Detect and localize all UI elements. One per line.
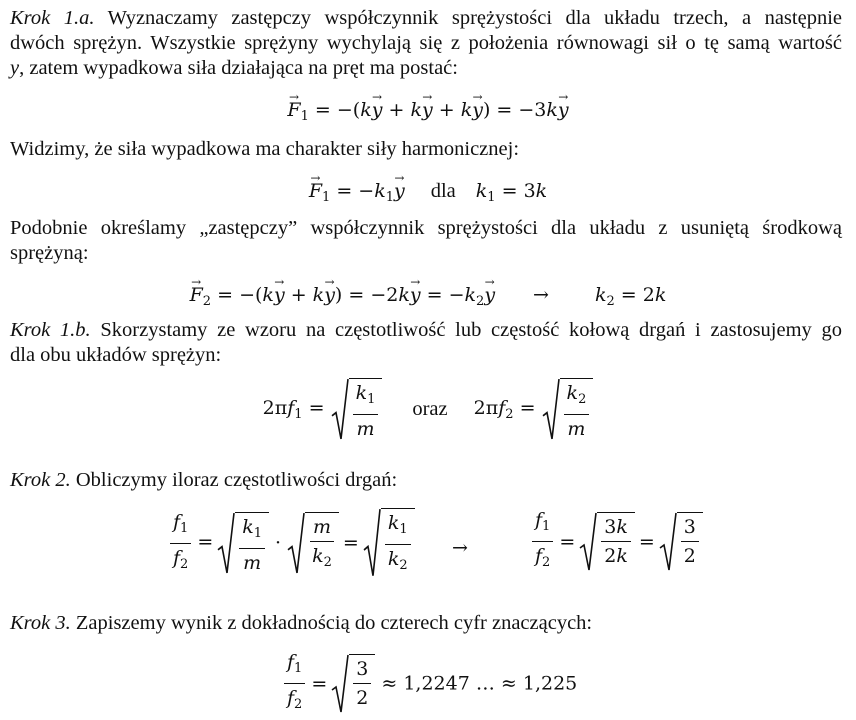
harmonic-statement: Widzimy, że siła wypadkowa ma charakter siły harmonicznej: [10, 138, 520, 160]
arrow: → [452, 537, 468, 559]
equation-final-result: $\frac{f_1}{f_2}$ = $\frac{3}{2}$ ≈ 1,2247 … ≈ 1,225 [282, 650, 577, 717]
krok-2-text: Obliczymy iloraz częstotliwości drgań: [75, 469, 398, 491]
equation-f1-harmonic: → $F_1 = -k_1\to y$ dla $k_1 = 3k$ [0, 177, 856, 212]
oraz-word: oraz [412, 398, 448, 420]
equation-ratio-derivation: $\frac{f_1}{f_2}$ = $\frac{k_1}{m}$ · $\frac{m}{k_2}$ = $\frac{k_1}{k_2}$ [168, 508, 415, 578]
krok-1a-text: Wyznaczamy zastępczy współczynnik sprężystości dla układu trzech, a następnie [107, 7, 842, 29]
krok-1a-line-3-text: , zatem wypadkowa siła działająca na pręt ma postać: [19, 57, 458, 79]
krok-1b-label: Krok 1.b. [10, 319, 91, 341]
krok-3-text: Zapiszemy wynik z dokładnością do czterech cyfr znaczących: [75, 612, 593, 634]
krok-1a-line-sprezyna: sprężyną: [10, 242, 89, 264]
equation-f1-three-springs: → $F_1 = -(k\to y + k\to y + k\to y) = -3k\to y$ [0, 96, 856, 131]
krok-3-label: Krok 3. [10, 612, 71, 634]
equation-f2-two-springs: → $F_2 = -(k\to y + k\to y) = -2k\to y = -k_2\to y \to k_2 = 2k$ [0, 281, 856, 316]
krok-1b-text: Skorzystamy ze wzoru na częstotliwość lub częstość kołową drgań i zastosujemy go [100, 319, 842, 341]
dla-word: dla [430, 180, 456, 202]
krok-1a-line-3 [10, 56, 842, 81]
krok-1a-line-podobnie: Podobnie określamy „zastępczy” współczynnik sprężystości dla układu z usuniętą środkową [10, 217, 842, 239]
krok-1b-line-2: dla obu układów sprężyn: [10, 344, 222, 366]
krok-2-line [10, 468, 842, 493]
krok-1b-line-1 [10, 318, 842, 343]
equation-ratio-result: $\frac{f_1}{f_2}$ = $\frac{3k}{2k}$ = $\frac{3}{2}$ [530, 508, 703, 575]
krok-3-line [10, 611, 842, 636]
krok-2-label: Krok 2. [10, 469, 71, 491]
krok-1a-line-1 [10, 6, 842, 31]
equation-frequencies: $2\pi f_1$ = $\frac{k_1}{m}$ oraz $2\pi f_2$ = $\frac{k_2}{m}$ [0, 378, 856, 441]
var-y: y [10, 57, 20, 79]
arrow: → [533, 284, 549, 306]
krok-1a-line-2: dwóch sprężyn. Wszystkie sprężyny wychylają się z położenia równowagi sił o tę samą wartość [10, 32, 842, 54]
krok-1a-label: Krok 1.a. [10, 7, 95, 29]
